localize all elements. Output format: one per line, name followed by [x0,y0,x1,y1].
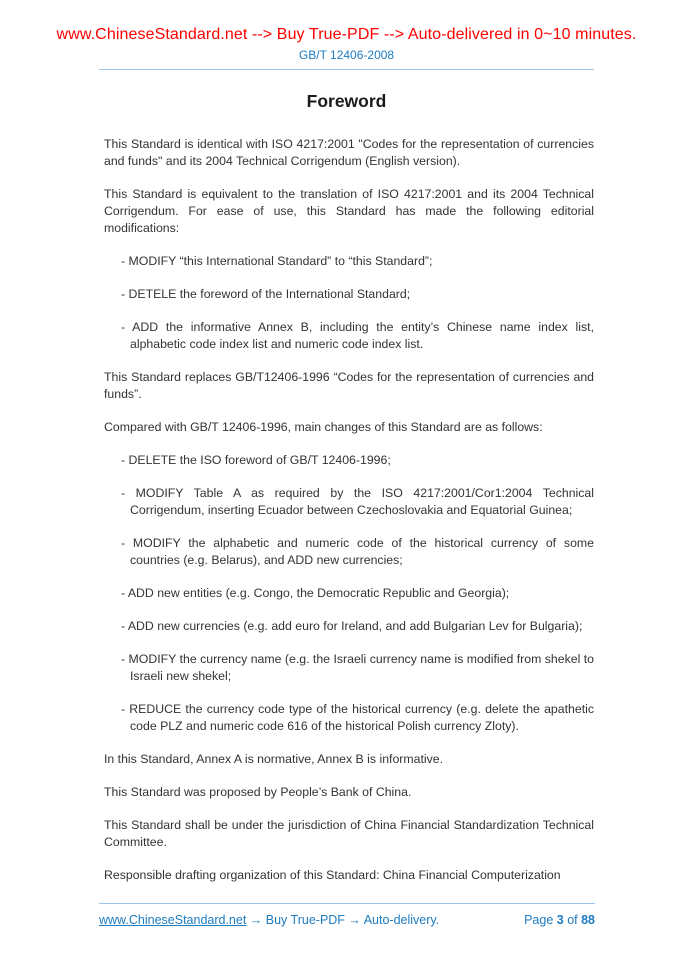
paragraph: This Standard is equivalent to the translation of ISO 4217:2001 and its 2004 Technical Corrigendum. For ease of use, this Standard has made the following editorial modifications: [104,187,594,235]
paragraph: Responsible drafting organization of this Standard: China Financial Computerization [104,868,561,882]
paragraph: This Standard is identical with ISO 4217:2001 "Codes for the representation of currencies and funds" and its 2004 Technical Corrigendum (English version). [104,137,594,168]
footer-left [99,913,439,927]
list-item: - REDUCE the currency code type of the historical currency (e.g. delete the apathetic code PLZ and numeric code 616 of the historical Polish currency Zloty). [121,702,594,733]
page-indicator-middle: of [563,913,582,927]
paragraph: This Standard replaces GB/T12406-1996 “Codes for the representation of currencies and funds”. [104,370,594,401]
page-footer [99,903,595,927]
list-item: - ADD the informative Annex B, including the entity’s Chinese name index list, alphabetic code index list and numeric code index list. [121,320,594,351]
list-item: - ADD new currencies (e.g. add euro for Ireland, and add Bulgarian Lev for Bulgaria); [121,619,583,633]
list-item: - MODIFY the alphabetic and numeric code of the historical currency of some countries (e.g. Belarus), and ADD new currencies; [121,536,594,567]
list-item: - ADD new entities (e.g. Congo, the Democratic Republic and Georgia); [121,586,510,600]
list-item: - DETELE the foreword of the International Standard; [121,287,411,301]
paragraph: Compared with GB/T 12406-1996, main changes of this Standard are as follows: [104,420,543,434]
page-indicator-prefix: Page [524,913,557,927]
purchase-banner: www.ChineseStandard.net --> Buy True-PDF --> Auto-delivered in 0~10 minutes. [56,26,637,43]
header-divider [99,69,594,70]
list-item: - MODIFY “this International Standard” to “this Standard”; [121,254,433,268]
paragraph: This Standard was proposed by People’s Bank of China. [104,785,412,799]
page-indicator [524,913,595,927]
list-item: - MODIFY Table A as required by the ISO 4217:2001/Cor1:2004 Technical Corrigendum, inserting Ecuador between Czechoslovakia and Equatorial Guinea; [121,486,594,517]
paragraph: In this Standard, Annex A is normative, Annex B is informative. [104,752,444,766]
standard-number: GB/T 12406-2008 [298,48,395,62]
page-title: Foreword [306,91,387,111]
paragraph: This Standard shall be under the jurisdiction of China Financial Standardization Technical Committee. [104,818,594,849]
footer-link[interactable]: www.ChineseStandard.net [99,913,247,927]
page-total-number: 88 [581,913,595,927]
footer-delivery-text: → Buy True-PDF → Auto-delivery. [246,913,440,927]
document-body [104,136,594,884]
list-item: - DELETE the ISO foreword of GB/T 12406-1996; [121,453,391,467]
list-item: - MODIFY the currency name (e.g. the Israeli currency name is modified from shekel to Israeli new shekel; [121,652,594,683]
page-current-number: 3 [556,913,564,927]
